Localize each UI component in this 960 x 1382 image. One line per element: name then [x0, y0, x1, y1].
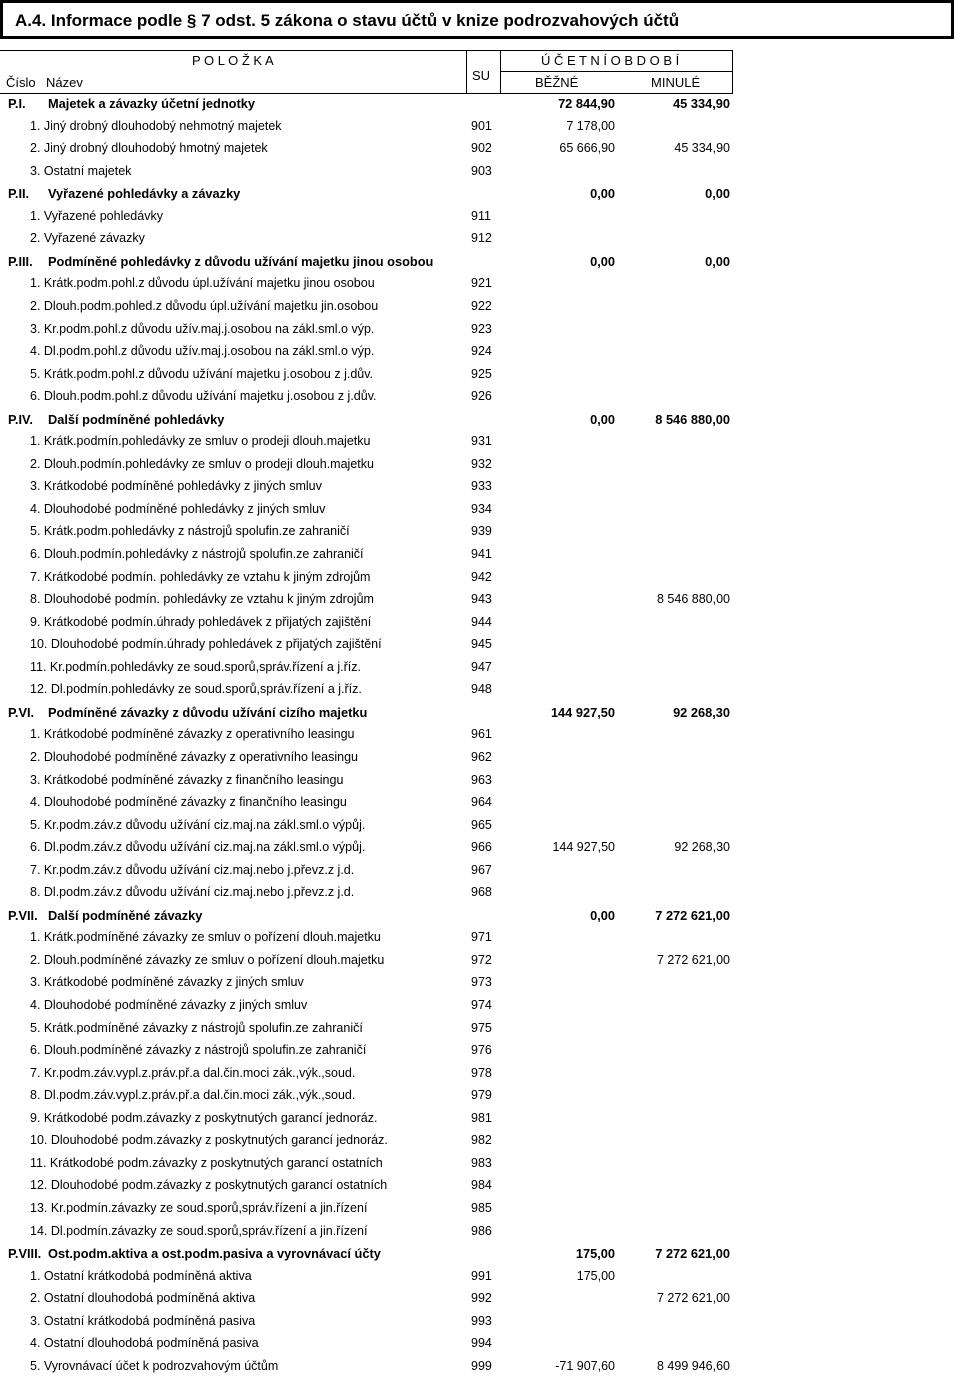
table-row — [0, 344, 740, 366]
table-row — [0, 953, 740, 975]
table-row — [0, 1201, 740, 1223]
row-name: 5. Krátk.podmíněné závazky z nástrojů spolufin.ze zahraničí — [30, 1020, 363, 1035]
row-code: P.II. — [8, 186, 30, 202]
row-su: 932 — [471, 456, 492, 471]
row-name: 2. Dlouh.podmín.pohledávky ze smluv o prodeji dlouh.majetku — [30, 456, 374, 471]
table-row — [0, 322, 740, 344]
row-current-value: 0,00 — [590, 907, 615, 923]
row-su: 972 — [471, 952, 492, 967]
row-name: 1. Krátk.podmín.pohledávky ze smluv o prodeji dlouh.majetku — [30, 434, 371, 449]
table-row — [0, 1133, 740, 1155]
table-row — [0, 1088, 740, 1110]
row-su: 978 — [471, 1065, 492, 1080]
row-previous-value: 92 268,30 — [674, 840, 730, 855]
table-row — [0, 930, 740, 952]
row-previous-value: 7 272 621,00 — [657, 952, 730, 967]
table-row — [0, 773, 740, 795]
row-su: 971 — [471, 930, 492, 945]
row-name: 4. Dlouhodobé podmíněné závazky z jiných smluv — [30, 998, 308, 1012]
header-obdobi: Ú Č E T N Í O B D O B Í — [541, 53, 680, 68]
row-name: 11. Krátkodobé podm.závazky z poskytnutých garancí ostatních — [30, 1155, 383, 1170]
row-name: Majetek a závazky účetní jednotky — [48, 96, 255, 111]
row-su: 981 — [471, 1110, 492, 1125]
row-code: P.IV. — [8, 411, 33, 427]
table-row — [0, 592, 740, 614]
row-name: 2. Dlouh.podm.pohled.z důvodu úpl.užívání majetku jin.osobou — [30, 298, 379, 313]
row-su: 999 — [471, 1358, 492, 1373]
header-cislo: Číslo — [6, 75, 36, 90]
row-previous-value: 7 272 621,00 — [655, 907, 730, 923]
header-divider-su-left — [466, 50, 467, 94]
row-su: 962 — [471, 749, 492, 764]
table-row — [0, 457, 740, 479]
row-su: 973 — [471, 975, 492, 990]
header-su: SU — [472, 68, 491, 83]
document-title: A.4. Informace podle § 7 odst. 5 zákona o stavu účtů v knize podrozvahových účtů — [15, 11, 680, 30]
row-su: 931 — [471, 434, 492, 449]
row-su: 994 — [471, 1336, 492, 1351]
row-name: 1. Ostatní krátkodobá podmíněná aktiva — [30, 1268, 252, 1283]
table-row — [0, 975, 740, 997]
row-su: 943 — [471, 592, 492, 607]
row-name: 10. Dlouhodobé podm.závazky z poskytnutých garancí jednoráz. — [30, 1133, 388, 1148]
table-row — [0, 1336, 740, 1358]
row-name: 7. Kr.podm.záv.vypl.z.práv.př.a dal.čin.moci zák.,výk.,soud. — [30, 1065, 356, 1080]
row-su: 942 — [471, 569, 492, 584]
row-name: 3. Krátkodobé podmíněné závazky z jiných smluv — [30, 975, 304, 990]
row-name: 1. Krátk.podm.pohl.z důvodu úpl.užívání majetku jinou osobou — [30, 276, 375, 291]
table-group-row — [0, 186, 740, 208]
row-previous-value: 8 546 880,00 — [657, 592, 730, 607]
row-name: 6. Dlouh.podmíněné závazky z nástrojů spolufin.ze zahraničí — [30, 1043, 367, 1058]
table-row — [0, 998, 740, 1020]
table-row — [0, 502, 740, 524]
row-su: 965 — [471, 817, 492, 832]
header-top-line — [0, 50, 733, 51]
row-su: 974 — [471, 998, 492, 1012]
row-su: 933 — [471, 479, 492, 494]
row-name: 8. Dl.podm.záv.vypl.z.práv.př.a dal.čin.moci zák.,výk.,soud. — [30, 1088, 356, 1103]
row-su: 966 — [471, 840, 492, 855]
table-row — [0, 1291, 740, 1313]
table-group-row — [0, 705, 740, 727]
row-name: 4. Dlouhodobé podmíněné závazky z finančního leasingu — [30, 795, 347, 810]
table-group-row — [0, 412, 740, 434]
table-row — [0, 818, 740, 840]
row-su: 991 — [471, 1268, 492, 1283]
row-su: 925 — [471, 366, 492, 381]
table-group-row — [0, 96, 740, 118]
row-su: 901 — [471, 118, 492, 133]
row-name: 1. Vyřazené pohledávky — [30, 208, 163, 223]
row-current-value: 144 927,50 — [550, 704, 615, 720]
header-divider-su-right — [500, 50, 501, 94]
row-name: 9. Krátkodobé podm.závazky z poskytnutých garancí jednoráz. — [30, 1110, 378, 1125]
row-name: 3. Krátkodobé podmíněné pohledávky z jiných smluv — [30, 479, 322, 494]
row-name: Vyřazené pohledávky a závazky — [48, 186, 241, 202]
row-name: 2. Ostatní dlouhodobá podmíněná aktiva — [30, 1291, 256, 1306]
row-name: 7. Krátkodobé podmín. pohledávky ze vztahu k jiným zdrojům — [30, 569, 371, 584]
row-current-value: 72 844,90 — [558, 96, 615, 111]
row-name: 3. Kr.podm.pohl.z důvodu užív.maj.j.osobou na zákl.sml.o výp. — [30, 321, 375, 336]
row-name: 7. Kr.podm.záv.z důvodu užívání ciz.maj.nebo j.převz.z j.d. — [30, 862, 355, 877]
row-current-value: 0,00 — [590, 186, 615, 202]
table-row — [0, 209, 740, 231]
row-su: 941 — [471, 547, 492, 561]
row-name: 14. Dl.podmín.závazky ze soud.sporů,správ.řízení a jin.řízení — [30, 1223, 368, 1238]
table-row — [0, 660, 740, 682]
table-row — [0, 795, 740, 817]
row-previous-value: 0,00 — [705, 253, 730, 269]
row-su: 993 — [471, 1313, 492, 1328]
row-su: 975 — [471, 1020, 492, 1035]
table-group-row — [0, 254, 740, 276]
row-previous-value: 92 268,30 — [673, 704, 730, 720]
row-current-value: 0,00 — [590, 253, 615, 269]
row-name: 11. Kr.podmín.pohledávky ze soud.sporů,správ.řízení a j.říz. — [30, 659, 361, 674]
table-row — [0, 1111, 740, 1133]
row-su: 902 — [471, 141, 492, 156]
table-row — [0, 1269, 740, 1291]
row-current-value: 175,00 — [575, 1246, 615, 1262]
row-su: 947 — [471, 659, 492, 674]
row-su: 979 — [471, 1088, 492, 1103]
table-row — [0, 1066, 740, 1088]
row-previous-value: 7 272 621,00 — [657, 1291, 730, 1306]
header-bottom-line — [0, 93, 733, 94]
row-name: 1. Krátk.podmíněné závazky ze smluv o pořízení dlouh.majetku — [30, 930, 381, 945]
header-polozka: P O L O Ž K A — [192, 53, 274, 68]
row-code: P.I. — [8, 96, 26, 111]
header-obdobi-line — [500, 71, 733, 72]
table-row — [0, 840, 740, 862]
row-name: 4. Ostatní dlouhodobá podmíněná pasiva — [30, 1336, 259, 1351]
row-su: 968 — [471, 885, 492, 900]
row-name: 10. Dlouhodobé podmín.úhrady pohledávek z přijatých zajištění — [30, 637, 382, 652]
row-current-value: 175,00 — [576, 1268, 615, 1283]
row-name: 4. Dlouhodobé podmíněné pohledávky z jiných smluv — [30, 501, 326, 516]
row-name: 12. Dl.podmín.pohledávky ze soud.sporů,správ.řízení a j.říz. — [30, 682, 362, 697]
table-row — [0, 1224, 740, 1246]
table-row — [0, 750, 740, 772]
table-group-row — [0, 1246, 740, 1268]
row-su: 939 — [471, 524, 492, 539]
row-name: 1. Jiný drobný dlouhodobý nehmotný majetek — [30, 118, 282, 133]
row-su: 924 — [471, 344, 492, 359]
row-name: 2. Dlouhodobé podmíněné závazky z operativního leasingu — [30, 749, 358, 764]
row-su: 983 — [471, 1155, 492, 1170]
table-row — [0, 682, 740, 704]
row-code: P.VI. — [8, 704, 35, 720]
row-name: 12. Dlouhodobé podm.závazky z poskytnutých garancí ostatních — [30, 1178, 388, 1193]
row-name: 5. Krátk.podm.pohl.z důvodu užívání majetku j.osobou z j.dův. — [30, 366, 374, 381]
table-row — [0, 434, 740, 456]
table-row — [0, 727, 740, 749]
table-row — [0, 1156, 740, 1178]
table-row — [0, 863, 740, 885]
row-name: 2. Jiný drobný dlouhodobý hmotný majetek — [30, 141, 268, 156]
table-row — [0, 119, 740, 141]
row-su: 964 — [471, 795, 492, 810]
row-code: P.III. — [8, 253, 33, 269]
row-name: 2. Vyřazené závazky — [30, 231, 145, 246]
table-row — [0, 479, 740, 501]
row-name: Podmíněné pohledávky z důvodu užívání majetku jinou osobou — [48, 253, 434, 269]
row-name: 13. Kr.podmín.závazky ze soud.sporů,správ.řízení a jin.řízení — [30, 1200, 368, 1215]
table-row — [0, 1359, 740, 1381]
row-name: 3. Krátkodobé podmíněné závazky z finančního leasingu — [30, 772, 344, 787]
row-su: 948 — [471, 682, 492, 697]
row-name: Ost.podm.aktiva a ost.podm.pasiva a vyrovnávací účty — [48, 1246, 381, 1262]
row-su: 903 — [471, 163, 492, 178]
row-su: 976 — [471, 1043, 492, 1058]
row-su: 926 — [471, 389, 492, 404]
row-current-value: 65 666,90 — [559, 141, 615, 156]
row-name: 3. Ostatní krátkodobá podmíněná pasiva — [30, 1313, 256, 1328]
row-name: 4. Dl.podm.pohl.z důvodu užív.maj.j.osobou na zákl.sml.o výp. — [30, 344, 375, 359]
header-nazev: Název — [46, 75, 83, 90]
row-name: 5. Krátk.podm.pohledávky z nástrojů spolufin.ze zahraničí — [30, 524, 350, 539]
table-row — [0, 164, 740, 186]
row-su: 967 — [471, 862, 492, 877]
row-su: 921 — [471, 276, 492, 291]
table-row — [0, 1314, 740, 1336]
row-current-value: 144 927,50 — [552, 840, 615, 855]
row-su: 911 — [471, 208, 491, 223]
row-previous-value: 8 546 880,00 — [655, 411, 730, 427]
row-previous-value: 7 272 621,00 — [655, 1246, 730, 1262]
row-name: Další podmíněné pohledávky — [48, 411, 225, 427]
row-name: 6. Dlouh.podm.pohl.z důvodu užívání majetku j.osobou z j.dův. — [30, 389, 377, 404]
row-name: 5. Vyrovnávací účet k podrozvahovým účtům — [30, 1358, 279, 1373]
row-su: 986 — [471, 1223, 492, 1238]
row-previous-value: 8 499 946,60 — [657, 1358, 730, 1373]
row-current-value: -71 907,60 — [555, 1358, 615, 1373]
table-row — [0, 276, 740, 298]
table-row — [0, 367, 740, 389]
header-minule: MINULÉ — [651, 75, 701, 90]
table-row — [0, 1178, 740, 1200]
table-row — [0, 615, 740, 637]
row-code: P.VII. — [8, 907, 38, 923]
row-name: Podmíněné závazky z důvodu užívání cizího majetku — [48, 704, 368, 720]
table-group-row — [0, 908, 740, 930]
row-name: 6. Dlouh.podmín.pohledávky z nástrojů spolufin.ze zahraničí — [30, 547, 364, 561]
table-row — [0, 1043, 740, 1065]
row-previous-value: 0,00 — [705, 186, 730, 202]
row-su: 963 — [471, 772, 492, 787]
row-name: Další podmíněné závazky — [48, 907, 203, 923]
row-name: 8. Dl.podm.záv.z důvodu užívání ciz.maj.nebo j.převz.z j.d. — [30, 885, 355, 900]
row-su: 944 — [471, 614, 492, 629]
table-row — [0, 570, 740, 592]
row-code: P.VIII. — [8, 1246, 42, 1262]
row-name: 8. Dlouhodobé podmín. pohledávky ze vztahu k jiným zdrojům — [30, 592, 374, 607]
table-row — [0, 885, 740, 907]
row-su: 922 — [471, 298, 492, 313]
row-previous-value: 45 334,90 — [674, 141, 730, 156]
row-su: 992 — [471, 1291, 492, 1306]
row-su: 945 — [471, 637, 492, 652]
row-su: 961 — [471, 727, 492, 742]
row-current-value: 7 178,00 — [566, 118, 615, 133]
row-current-value: 0,00 — [590, 411, 615, 427]
table-row — [0, 141, 740, 163]
row-name: 2. Dlouh.podmíněné závazky ze smluv o pořízení dlouh.majetku — [30, 952, 385, 967]
row-su: 923 — [471, 321, 492, 336]
table-row — [0, 231, 740, 253]
title-box — [0, 0, 954, 39]
row-su: 912 — [471, 231, 492, 246]
row-name: 5. Kr.podm.záv.z důvodu užívání ciz.maj.na zákl.sml.o výpůj. — [30, 817, 366, 832]
row-su: 985 — [471, 1200, 492, 1215]
table-row — [0, 389, 740, 411]
row-su: 982 — [471, 1133, 492, 1148]
row-name: 3. Ostatní majetek — [30, 163, 132, 178]
table-row — [0, 637, 740, 659]
row-name: 6. Dl.podm.záv.z důvodu užívání ciz.maj.na zákl.sml.o výpůj. — [30, 840, 366, 855]
row-su: 984 — [471, 1178, 492, 1193]
table-row — [0, 1021, 740, 1043]
row-previous-value: 45 334,90 — [673, 96, 730, 111]
header-bezne: BĚŽNÉ — [535, 75, 579, 90]
header-divider-right — [732, 50, 733, 94]
row-su: 934 — [471, 501, 492, 516]
table-row — [0, 299, 740, 321]
row-name: 1. Krátkodobé podmíněné závazky z operativního leasingu — [30, 727, 355, 742]
table-row — [0, 524, 740, 546]
table-row — [0, 547, 740, 569]
row-name: 9. Krátkodobé podmín.úhrady pohledávek z přijatých zajištění — [30, 614, 372, 629]
